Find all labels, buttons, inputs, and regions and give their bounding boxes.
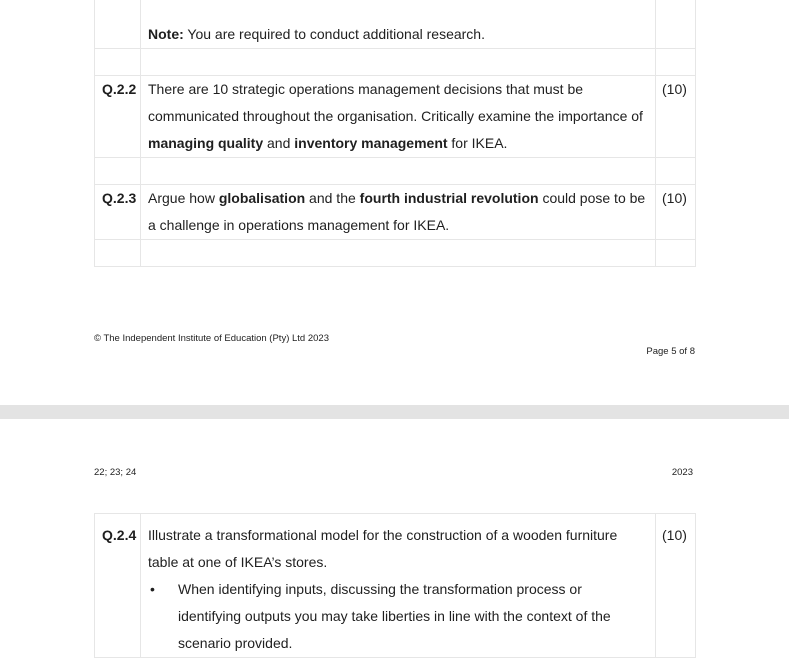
questions-table: [94, 0, 696, 267]
question-text: Illustrate a transformational model for the construction of a wooden furniture table at one of IKEA’s stores.: [148, 527, 618, 570]
bullet-list: [148, 576, 647, 657]
page-separator: [0, 405, 789, 419]
question-number: Q.2.4: [95, 514, 141, 658]
bullet-item: • When identifying inputs, discussing the transformation process or identifying outputs you may take liberties in line with the context of the scenario provided.: [178, 576, 647, 657]
question-text-q23: Argue how globalisation and the fourth industrial revolution could pose to be a challenge in operations management for IKEA.: [141, 185, 656, 240]
question-marks: (10): [656, 185, 696, 240]
question-row-q22: [95, 76, 696, 158]
note-row: [95, 0, 696, 49]
copyright-footer: © The Independent Institute of Education (Pty) Ltd 2023: [94, 333, 329, 344]
questions-table: [94, 513, 696, 658]
question-marks: (10): [656, 76, 696, 158]
header-year: 2023: [671, 467, 693, 478]
page-number: Page 5 of 8: [646, 346, 695, 357]
question-text-q22: There are 10 strategic operations management decisions that must be communicated throughout the organisation. Critically examine the importance of managing quality and inventory management for IKEA.: [141, 76, 656, 158]
question-row-q23: [95, 185, 696, 240]
document-page-6: [0, 419, 789, 651]
question-text-q24: [141, 514, 656, 658]
note-text: You are required to conduct additional research.: [183, 26, 485, 42]
question-number: Q.2.3: [95, 185, 141, 240]
question-marks: (10): [656, 514, 696, 658]
note-cell: [141, 0, 656, 49]
question-number: Q.2.2: [95, 76, 141, 158]
note-label: Note:: [148, 26, 184, 42]
question-row-q24: [95, 514, 696, 658]
header-left-text: 22; 23; 24: [94, 467, 137, 478]
